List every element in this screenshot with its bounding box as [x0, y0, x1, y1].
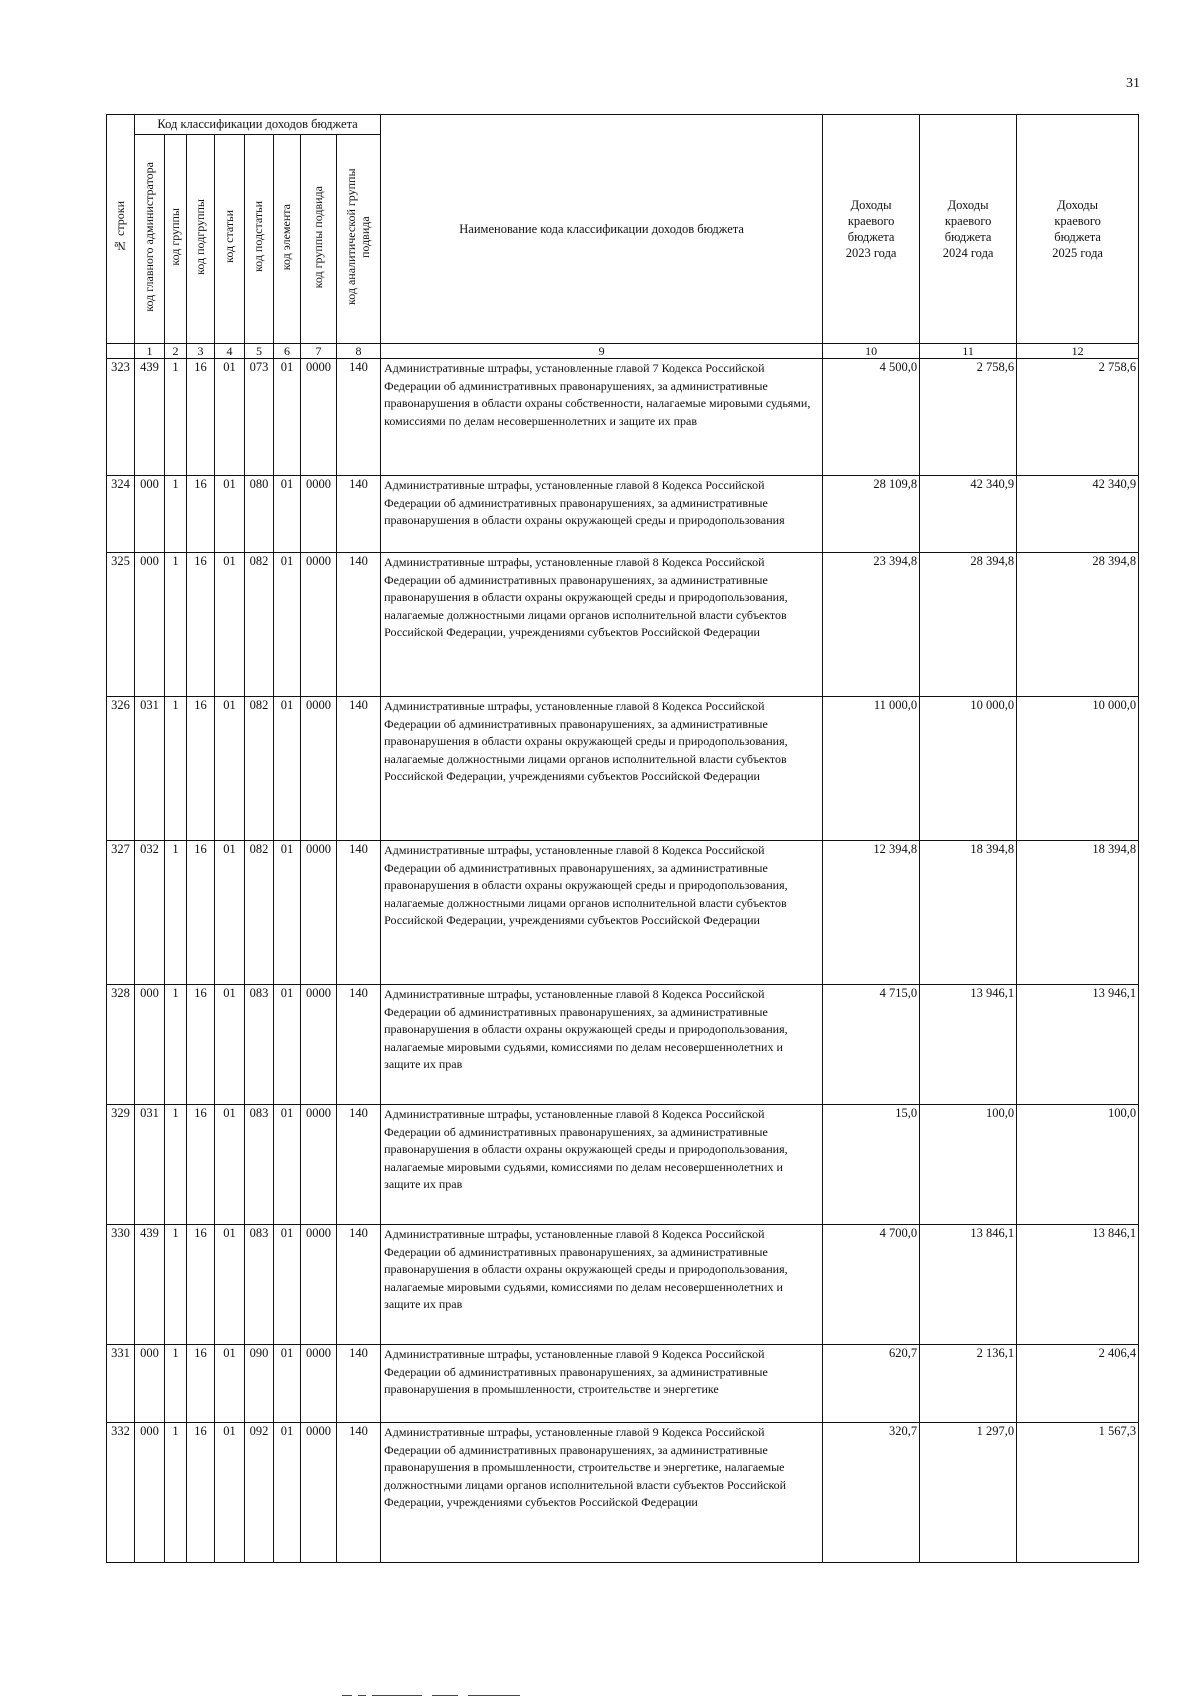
column-number: 9: [381, 344, 823, 359]
header-code-group-col: код группы: [165, 135, 187, 344]
header-code-admin: код главного администратора: [135, 135, 165, 344]
code-article: 01: [215, 553, 245, 697]
header-code-element: код элемента: [274, 135, 301, 344]
value-2024: 13 846,1: [920, 1225, 1017, 1345]
value-2025: 100,0: [1017, 1105, 1139, 1225]
code-subarticle: 083: [245, 985, 274, 1105]
table-row: [107, 1423, 1139, 1563]
code-element: 01: [274, 841, 301, 985]
code-subtype-group: 0000: [301, 359, 337, 476]
code-subarticle: 080: [245, 476, 274, 553]
value-2024: 2 758,6: [920, 359, 1017, 476]
code-subarticle: 090: [245, 1345, 274, 1423]
code-subarticle: 083: [245, 1105, 274, 1225]
code-subarticle: 083: [245, 1225, 274, 1345]
column-numbers-row: [107, 344, 1139, 359]
column-number: 6: [274, 344, 301, 359]
row-number: 324: [107, 476, 135, 553]
value-2023: 28 109,8: [823, 476, 920, 553]
code-subtype-group: 0000: [301, 1225, 337, 1345]
table-row: [107, 1345, 1139, 1423]
value-2025: 2 406,4: [1017, 1345, 1139, 1423]
code-element: 01: [274, 1225, 301, 1345]
table-body: [107, 359, 1139, 1563]
header-revenue-2024: Доходы краевого бюджета 2024 года: [920, 115, 1017, 344]
table-row: [107, 476, 1139, 553]
row-number: 328: [107, 985, 135, 1105]
code-analytic-group: 140: [337, 1345, 381, 1423]
value-2024: 1 297,0: [920, 1423, 1017, 1563]
code-analytic-group: 140: [337, 1225, 381, 1345]
revenue-name: Административные штрафы, установленные главой 8 Кодекса Российской Федерации об административных правонарушениях, за административные правонарушения в области охраны окружающей среды и природопользования, налагаемые должностными лицами органов исполнительной власти субъектов Российской Федерации, учреждениями субъектов Российской Федерации: [381, 697, 823, 841]
header-revenue-2023: Доходы краевого бюджета 2023 года: [823, 115, 920, 344]
value-2025: 1 567,3: [1017, 1423, 1139, 1563]
code-admin: 000: [135, 1345, 165, 1423]
code-element: 01: [274, 359, 301, 476]
code-analytic-group: 140: [337, 841, 381, 985]
header-code-subtype-group: код группы подвида: [301, 135, 337, 344]
column-number: 7: [301, 344, 337, 359]
code-subgroup: 16: [187, 1105, 215, 1225]
value-2024: 18 394,8: [920, 841, 1017, 985]
code-article: 01: [215, 1345, 245, 1423]
value-2023: 12 394,8: [823, 841, 920, 985]
code-subgroup: 16: [187, 1225, 215, 1345]
column-number: 2: [165, 344, 187, 359]
value-2025: 28 394,8: [1017, 553, 1139, 697]
code-subarticle: 073: [245, 359, 274, 476]
code-admin: 000: [135, 476, 165, 553]
code-group: 1: [165, 1105, 187, 1225]
value-2023: 4 500,0: [823, 359, 920, 476]
value-2023: 320,7: [823, 1423, 920, 1563]
code-element: 01: [274, 476, 301, 553]
value-2025: 13 946,1: [1017, 985, 1139, 1105]
code-admin: 000: [135, 985, 165, 1105]
code-subgroup: 16: [187, 841, 215, 985]
table-header: [107, 115, 1139, 359]
value-2025: 13 846,1: [1017, 1225, 1139, 1345]
header-code-group: Код классификации доходов бюджета: [135, 115, 381, 135]
code-article: 01: [215, 359, 245, 476]
row-number: 325: [107, 553, 135, 697]
code-subarticle: 082: [245, 553, 274, 697]
column-number: 4: [215, 344, 245, 359]
row-number: 327: [107, 841, 135, 985]
code-article: 01: [215, 985, 245, 1105]
value-2025: 42 340,9: [1017, 476, 1139, 553]
value-2025: 10 000,0: [1017, 697, 1139, 841]
code-subtype-group: 0000: [301, 1423, 337, 1563]
header-name: Наименование кода классификации доходов бюджета: [381, 115, 823, 344]
code-group: 1: [165, 553, 187, 697]
value-2023: 11 000,0: [823, 697, 920, 841]
column-number: 3: [187, 344, 215, 359]
value-2023: 4 700,0: [823, 1225, 920, 1345]
page-number: 31: [1126, 76, 1140, 91]
code-element: 01: [274, 553, 301, 697]
code-article: 01: [215, 697, 245, 841]
code-element: 01: [274, 697, 301, 841]
table-row: [107, 841, 1139, 985]
code-element: 01: [274, 1423, 301, 1563]
code-article: 01: [215, 1225, 245, 1345]
revenue-name: Административные штрафы, установленные главой 8 Кодекса Российской Федерации об административных правонарушениях, за административные правонарушения в области охраны окружающей среды и природопользования, налагаемые мировыми судьями, комиссиями по делам несовершеннолетних и защите их прав: [381, 1225, 823, 1345]
row-number: 326: [107, 697, 135, 841]
code-analytic-group: 140: [337, 553, 381, 697]
code-subarticle: 082: [245, 841, 274, 985]
code-analytic-group: 140: [337, 697, 381, 841]
value-2023: 4 715,0: [823, 985, 920, 1105]
code-admin: 000: [135, 1423, 165, 1563]
value-2023: 620,7: [823, 1345, 920, 1423]
revenue-name: Административные штрафы, установленные главой 7 Кодекса Российской Федерации об административных правонарушениях, за административные правонарушения в области охраны собственности, налагаемые мировыми судьями, комиссиями по делам несовершеннолетних и защите их прав: [381, 359, 823, 476]
row-number: 332: [107, 1423, 135, 1563]
header-code-subarticle: код подстатьи: [245, 135, 274, 344]
code-analytic-group: 140: [337, 476, 381, 553]
value-2024: 10 000,0: [920, 697, 1017, 841]
row-number: 329: [107, 1105, 135, 1225]
table-row: [107, 985, 1139, 1105]
code-subgroup: 16: [187, 553, 215, 697]
row-number: 331: [107, 1345, 135, 1423]
table-row: [107, 553, 1139, 697]
column-number: 1: [135, 344, 165, 359]
scan-artifact-marks: [342, 1695, 522, 1697]
code-subtype-group: 0000: [301, 1345, 337, 1423]
revenue-name: Административные штрафы, установленные главой 8 Кодекса Российской Федерации об административных правонарушениях, за административные правонарушения в области охраны окружающей среды и природопользования, налагаемые должностными лицами органов исполнительной власти субъектов Российской Федерации, учреждениями субъектов Российской Федерации: [381, 553, 823, 697]
value-2024: 28 394,8: [920, 553, 1017, 697]
column-number: 10: [823, 344, 920, 359]
code-group: 1: [165, 697, 187, 841]
code-admin: 439: [135, 1225, 165, 1345]
code-group: 1: [165, 841, 187, 985]
code-analytic-group: 140: [337, 1105, 381, 1225]
column-number: 11: [920, 344, 1017, 359]
table-row: [107, 359, 1139, 476]
code-analytic-group: 140: [337, 359, 381, 476]
column-number: 12: [1017, 344, 1139, 359]
revenue-name: Административные штрафы, установленные главой 8 Кодекса Российской Федерации об административных правонарушениях, за административные правонарушения в области охраны окружающей среды и природопользования, налагаемые должностными лицами органов исполнительной власти субъектов Российской Федерации, учреждениями субъектов Российской Федерации: [381, 841, 823, 985]
revenue-name: Административные штрафы, установленные главой 8 Кодекса Российской Федерации об административных правонарушениях, за административные правонарушения в области охраны окружающей среды и природопользования: [381, 476, 823, 553]
header-row-number: № строки: [107, 115, 135, 344]
value-2025: 18 394,8: [1017, 841, 1139, 985]
code-element: 01: [274, 1105, 301, 1225]
code-article: 01: [215, 1423, 245, 1563]
header-code-article: код статьи: [215, 135, 245, 344]
code-article: 01: [215, 841, 245, 985]
code-group: 1: [165, 1345, 187, 1423]
value-2023: 23 394,8: [823, 553, 920, 697]
code-admin: 000: [135, 553, 165, 697]
value-2023: 15,0: [823, 1105, 920, 1225]
budget-revenue-table: [106, 114, 1139, 1563]
code-analytic-group: 140: [337, 985, 381, 1105]
code-article: 01: [215, 1105, 245, 1225]
code-group: 1: [165, 359, 187, 476]
code-subarticle: 082: [245, 697, 274, 841]
revenue-name: Административные штрафы, установленные главой 8 Кодекса Российской Федерации об административных правонарушениях, за административные правонарушения в области охраны окружающей среды и природопользования, налагаемые мировыми судьями, комиссиями по делам несовершеннолетних и защите их прав: [381, 985, 823, 1105]
code-subtype-group: 0000: [301, 697, 337, 841]
code-group: 1: [165, 1225, 187, 1345]
revenue-name: Административные штрафы, установленные главой 9 Кодекса Российской Федерации об административных правонарушениях, за административные правонарушения в промышленности, строительстве и энергетике: [381, 1345, 823, 1423]
revenue-name: Административные штрафы, установленные главой 8 Кодекса Российской Федерации об административных правонарушениях, за административные правонарушения в области охраны окружающей среды и природопользования, налагаемые мировыми судьями, комиссиями по делам несовершеннолетних и защите их прав: [381, 1105, 823, 1225]
code-element: 01: [274, 985, 301, 1105]
column-number: 5: [245, 344, 274, 359]
value-2024: 100,0: [920, 1105, 1017, 1225]
column-number: [107, 344, 135, 359]
code-subgroup: 16: [187, 1345, 215, 1423]
header-code-analytic-group: код аналитической группы подвида: [337, 135, 381, 344]
code-admin: 031: [135, 697, 165, 841]
code-subtype-group: 0000: [301, 841, 337, 985]
code-subgroup: 16: [187, 359, 215, 476]
code-subgroup: 16: [187, 985, 215, 1105]
code-admin: 032: [135, 841, 165, 985]
code-group: 1: [165, 1423, 187, 1563]
value-2024: 13 946,1: [920, 985, 1017, 1105]
code-element: 01: [274, 1345, 301, 1423]
code-subtype-group: 0000: [301, 553, 337, 697]
code-admin: 439: [135, 359, 165, 476]
table-row: [107, 1105, 1139, 1225]
code-group: 1: [165, 476, 187, 553]
value-2024: 42 340,9: [920, 476, 1017, 553]
row-number: 330: [107, 1225, 135, 1345]
code-subtype-group: 0000: [301, 1105, 337, 1225]
table-row: [107, 697, 1139, 841]
code-subtype-group: 0000: [301, 476, 337, 553]
code-subgroup: 16: [187, 476, 215, 553]
code-subgroup: 16: [187, 1423, 215, 1563]
table-row: [107, 1225, 1139, 1345]
value-2025: 2 758,6: [1017, 359, 1139, 476]
code-analytic-group: 140: [337, 1423, 381, 1563]
header-code-subgroup: код подгруппы: [187, 135, 215, 344]
code-subtype-group: 0000: [301, 985, 337, 1105]
header-revenue-2025: Доходы краевого бюджета 2025 года: [1017, 115, 1139, 344]
code-group: 1: [165, 985, 187, 1105]
code-admin: 031: [135, 1105, 165, 1225]
row-number: 323: [107, 359, 135, 476]
value-2024: 2 136,1: [920, 1345, 1017, 1423]
code-subarticle: 092: [245, 1423, 274, 1563]
code-subgroup: 16: [187, 697, 215, 841]
revenue-name: Административные штрафы, установленные главой 9 Кодекса Российской Федерации об административных правонарушениях, за административные правонарушения в промышленности, строительстве и энергетике, налагаемые должностными лицами органов исполнительной власти субъектов Российской Федерации, учреждениями субъектов Российской Федерации: [381, 1423, 823, 1563]
column-number: 8: [337, 344, 381, 359]
code-article: 01: [215, 476, 245, 553]
